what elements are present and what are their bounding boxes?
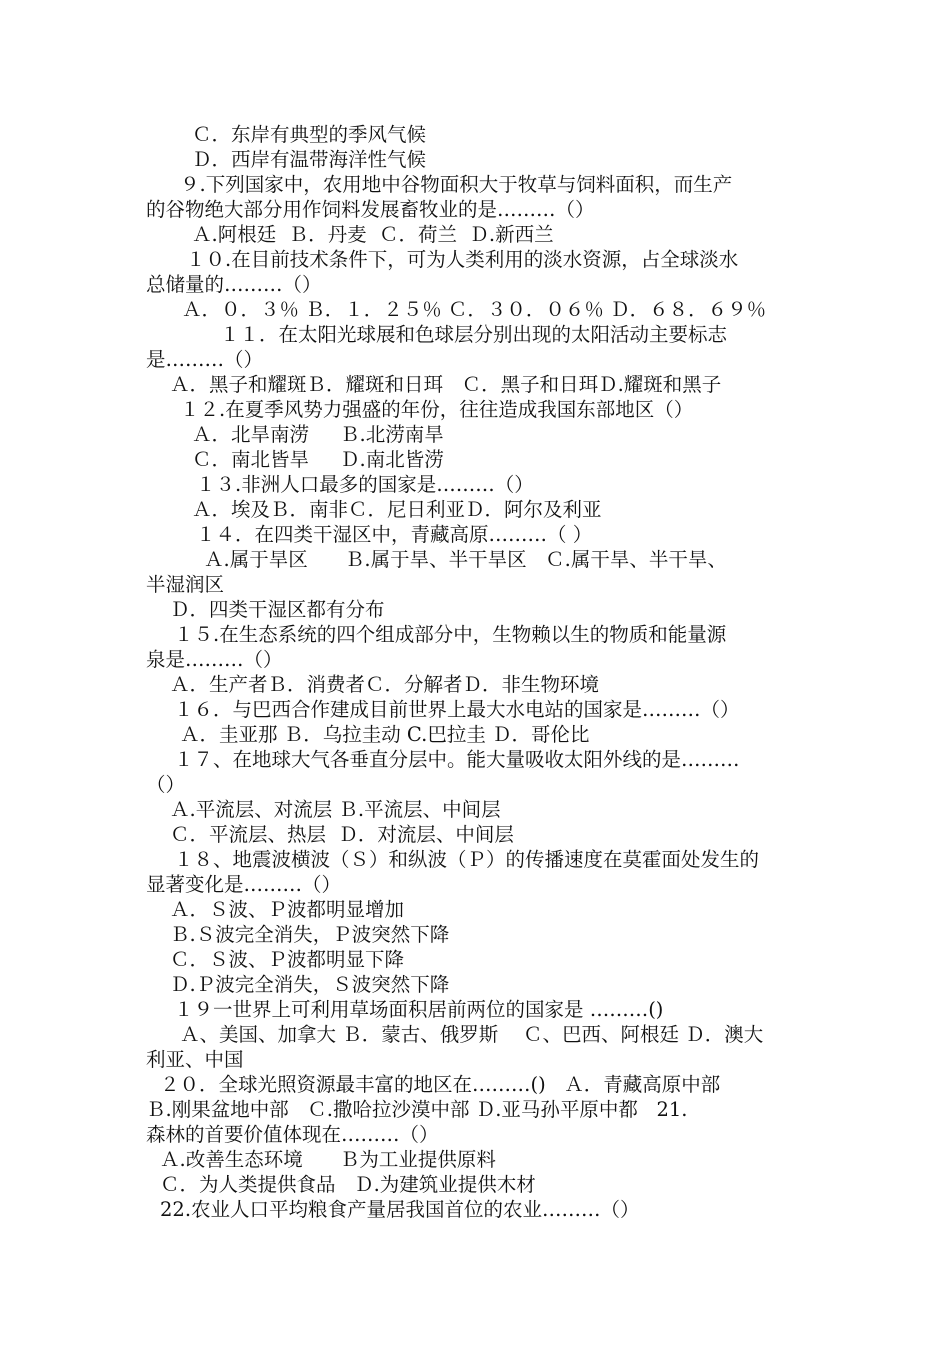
document-line: Ａ.平流层、对流层 Ｂ.平流层、中间层: [170, 798, 501, 821]
document-line: ９.下列国家中，农用地中谷物面积大于牧草与饲料面积，而生产: [180, 173, 733, 196]
document-line: 泉是………（）: [146, 648, 283, 671]
document-line: １６．与巴西合作建成目前世界上最大水电站的国家是………（）: [174, 698, 740, 721]
document-line: Ａ．生产者Ｂ．消费者Ｃ．分解者Ｄ．非生物环境: [170, 673, 600, 696]
document-line: Ｄ．四类干湿区都有分布: [170, 598, 385, 621]
document-line: Ｃ．平流层、热层 Ｄ．对流层、中间层: [170, 823, 514, 846]
document-line: Ａ．北旱南涝 Ｂ.北涝南旱: [192, 423, 444, 446]
document-line: 森林的首要价值体现在………（）: [146, 1123, 439, 1146]
document-line: Ｃ．为人类提供食品 Ｄ.为建筑业提供木材: [160, 1173, 536, 1196]
document-line: Ｄ．西岸有温带海洋性气候: [192, 148, 427, 171]
document-line: 的谷物绝大部分用作饲料发展畜牧业的是………（）: [146, 198, 595, 221]
document-line: １２.在夏季风势力强盛的年份，往往造成我国东部地区（）: [180, 398, 694, 421]
document-line: 显著变化是………（）: [146, 873, 342, 896]
document-line: 22.农业人口平均粮食产量居我国首位的农业………（）: [160, 1198, 640, 1221]
document-line: Ａ．埃及Ｂ．南非Ｃ．尼日利亚Ｄ．阿尔及利亚: [192, 498, 602, 521]
document-line: １４．在四类干湿区中，青藏高原………（ ）: [196, 523, 593, 546]
document-line: Ａ．圭亚那 Ｂ．乌拉圭动 C.巴拉圭 Ｄ．哥伦比: [180, 723, 590, 746]
document-line: Ａ．黑子和耀斑Ｂ．耀斑和日珥 Ｃ．黑子和日珥Ｄ.耀斑和黑子: [170, 373, 722, 396]
document-line: Ａ.属于旱区 Ｂ.属于旱、半干旱区 Ｃ.属干旱、半干旱、: [204, 548, 727, 571]
document-line: Ａ．０．３％ Ｂ．１．２５％ Ｃ．３０．０６％ Ｄ．６８．６９％: [182, 298, 767, 321]
document-line: Ａ.改善生态环境 Ｂ为工业提供原料: [160, 1148, 496, 1171]
document-line: １５.在生态系统的四个组成部分中，生物赖以生的物质和能量源: [174, 623, 727, 646]
document-line: Ｃ．南北皆旱 Ｄ.南北皆涝: [192, 448, 444, 471]
document-line: １７、在地球大气各垂直分层中。能大量吸收太阳外线的是………: [174, 748, 740, 771]
document-line: Ｃ．Ｓ波、Ｐ波都明显下降: [170, 948, 405, 971]
document-line: Ａ.阿根廷 Ｂ．丹麦 Ｃ．荷兰 Ｄ.新西兰: [192, 223, 554, 246]
document-line: Ａ、美国、加拿大 Ｂ．蒙古、俄罗斯 Ｃ、巴西、阿根廷 Ｄ．澳大: [180, 1023, 764, 1046]
document-line: Ｂ.刚果盆地中部 Ｃ.撒哈拉沙漠中部 Ｄ.亚马孙平原中都 21.: [146, 1098, 688, 1121]
document-line: Ｂ.Ｓ波完全消失，Ｐ波突然下降: [170, 923, 450, 946]
document-line: 是………（）: [146, 348, 264, 371]
document-line: （）: [146, 773, 186, 796]
document-line: １３.非洲人口最多的国家是………（）: [196, 473, 534, 496]
document-line: １９一世界上可利用草场面积居前两位的国家是 ………(): [174, 998, 664, 1021]
document-line: １０.在目前技术条件下，可为人类利用的淡水资源，占全球淡水: [186, 248, 739, 271]
document-line: １１．在太阳光球展和色球层分别出现的太阳活动主要标志: [220, 323, 728, 346]
document-line: 半湿润区: [146, 573, 225, 596]
document-line: 利亚、中国: [146, 1048, 244, 1071]
document-line: Ａ．Ｓ波、Ｐ波都明显增加: [170, 898, 405, 921]
document-line: 总储量的………（）: [146, 273, 322, 296]
document-line: １８、地震波横波（Ｓ）和纵波（Ｐ）的传播速度在莫霍面处发生的: [174, 848, 760, 871]
document-line: ２０．全球光照资源最丰富的地区在………() Ａ．青藏高原中部: [160, 1073, 721, 1096]
document-line: Ｃ．东岸有典型的季风气候: [192, 123, 427, 146]
document-line: Ｄ.Ｐ波完全消失，Ｓ波突然下降: [170, 973, 450, 996]
